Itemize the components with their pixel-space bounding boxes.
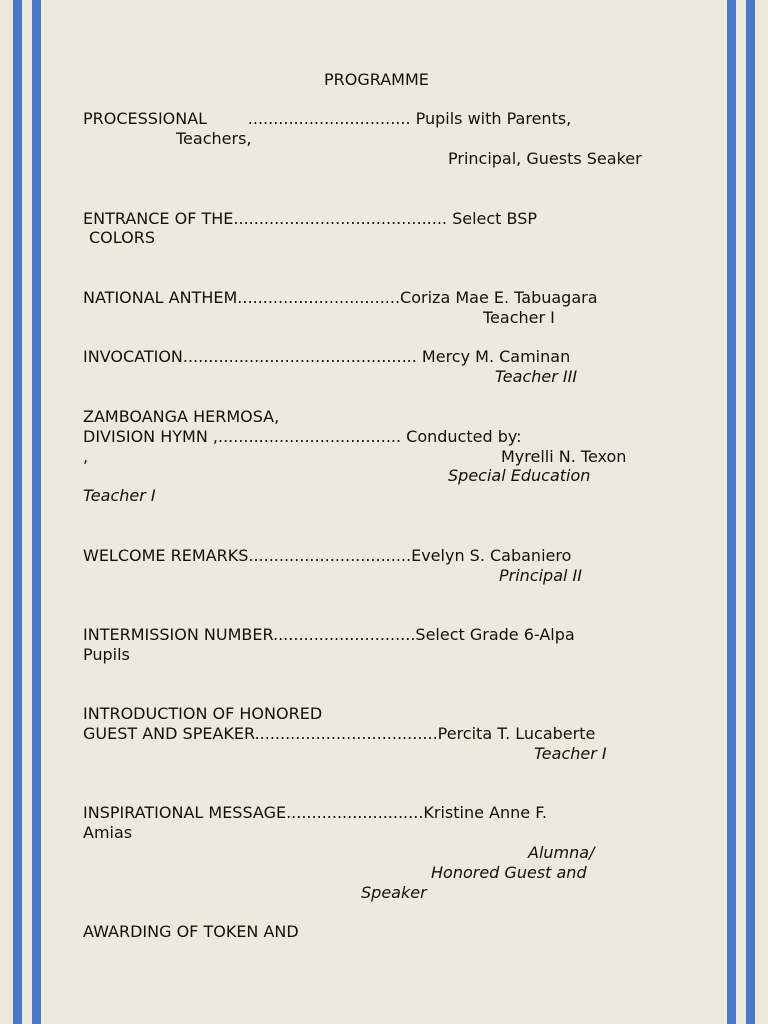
right-border-stripe-inner	[727, 0, 736, 1024]
hymn-line-6: Teacher I	[83, 486, 156, 505]
inspirational-line-2: Amias	[83, 823, 133, 842]
entrance-line-1: ENTRANCE OF THE.......................................... Select BSP	[83, 209, 538, 228]
welcome-line-2: Principal II	[499, 566, 582, 585]
introduction-line-2: GUEST AND SPEAKER....................................Percita T. Lucaberte	[83, 724, 596, 743]
hymn-line-5: Special Education	[448, 466, 591, 485]
inspirational-line-1: INSPIRATIONAL MESSAGE...........................Kristine Anne F.	[83, 803, 547, 822]
left-border-stripe-inner	[32, 0, 41, 1024]
introduction-line-1: INTRODUCTION OF HONORED	[83, 704, 323, 723]
awarding-line-1: AWARDING OF TOKEN AND	[83, 922, 299, 941]
invocation-line-1: INVOCATION.............................................. Mercy M. Caminan	[83, 347, 571, 366]
intermission-line-1: INTERMISSION NUMBER............................Select Grade 6-Alpa	[83, 625, 575, 644]
welcome-line-1: WELCOME REMARKS................................Evelyn S. Cabaniero	[83, 546, 572, 565]
hymn-line-3: ,	[83, 447, 89, 466]
inspirational-line-3: Alumna/	[528, 843, 595, 862]
anthem-line-2: Teacher I	[483, 308, 555, 327]
inspirational-line-4: Honored Guest and	[431, 863, 587, 882]
processional-line-3: Principal, Guests Seaker	[448, 149, 642, 168]
processional-line-2: Teachers,	[176, 129, 252, 148]
anthem-line-1: NATIONAL ANTHEM................................Coriza Mae E. Tabuagara	[83, 288, 598, 307]
hymn-line-1: ZAMBOANGA HERMOSA,	[83, 407, 280, 426]
inspirational-line-5: Speaker	[361, 883, 427, 902]
left-border-stripe-outer	[13, 0, 22, 1024]
hymn-line-2: DIVISION HYMN ,.................................... Conducted by:	[83, 427, 522, 446]
page-title: PROGRAMME	[324, 70, 429, 89]
processional-line-1: PROCESSIONAL ................................ Pupils with Parents,	[83, 109, 572, 128]
right-border-stripe-outer	[746, 0, 755, 1024]
invocation-line-2: Teacher III	[495, 367, 578, 386]
entrance-line-2: COLORS	[89, 228, 155, 247]
intermission-line-2: Pupils	[83, 645, 130, 664]
introduction-line-3: Teacher I	[534, 744, 607, 763]
hymn-line-4: Myrelli N. Texon	[501, 447, 627, 466]
